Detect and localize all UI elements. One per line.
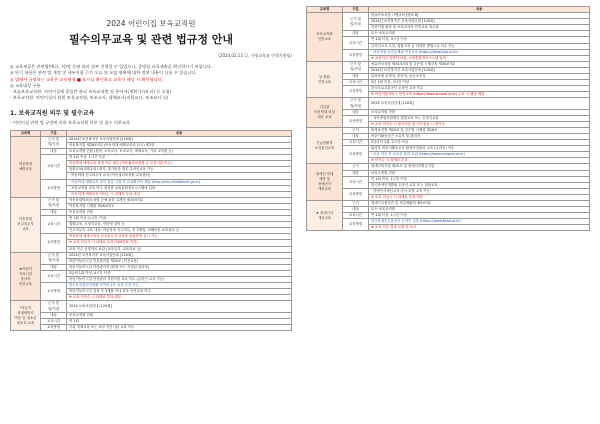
row-content: 신고의무자 교육 내용: 아동학대 신고의무, 신고방법, 피해아동 보호절차 등 — [67, 228, 292, 234]
row-content: 2024 보육사업안내 [120회] — [67, 301, 292, 312]
row-content: 2024 보육사업안내 [120회] — [369, 98, 590, 109]
row-label: 교육방법 — [343, 219, 369, 231]
intro-line: ◎ 법에서 규정하는 교육은 교육명칭 ■ 표시를 확인하고 교육이 해당 시 확인합니다. — [10, 76, 164, 82]
training-category: *영유아 성매매방지 아동 및 청소년 성보호 교육 — [11, 301, 41, 330]
right-training-table — [306, 6, 590, 231]
row-content: · 교육 이수 후 수료증 출력 보관 (https://www.eduplus.or.kr) — [369, 152, 590, 158]
row-content: 아동복지법 제26조의2 (아동학대 예방교육의 실시) 제1항 — [67, 142, 292, 148]
row-content: 2024년 보건복지부 보육사업안내 [120회] — [369, 67, 590, 73]
intro-line: ◎ 단기 내용은 관련 법 개정 및 세부지침 근간 오류 및 오탈 명확해 대한 정보 내용이 다를 수 있습니다. — [10, 70, 197, 76]
column-header: 교육명 — [307, 7, 343, 13]
row-label: 대상 — [343, 170, 369, 176]
row-content: 연 1회 이상, 1시간 이상 — [369, 176, 590, 182]
row-content: · 보육교직원 교육 이수 결과를 보육통합정보시스템에 입력 — [67, 185, 292, 191]
row-content: · 육아종합지원센터 집합교육 또는 온라인교육 — [369, 115, 590, 121]
section-heading: 1. 보육교직원 의무 및 필수교육 — [10, 109, 95, 117]
section-note: - 어린이집 관련 법 규정에 의한 보육교직원 의무 및 필수 의무교육 — [10, 119, 130, 125]
training-category: 장애인 학대 예방 및 장애인식 개선교육 — [307, 164, 343, 201]
row-label: 대상 — [343, 74, 369, 80]
row-content: 2년마다 1회, 2시간 이상 — [369, 140, 590, 146]
row-content: 어린이집 원장 및 보육교사의 안전교육 의무화 — [369, 25, 590, 31]
row-label: 대상 — [41, 149, 67, 155]
row-content: 2024년 보건복지부 보육사업안내 [120회] — [67, 136, 292, 142]
training-category: 등·하원 안전교육 — [307, 61, 343, 98]
row-content: 한국보건복지인재원 사이버교육 과정 수강 가능 — [67, 283, 292, 289]
row-label: 교육방법 — [343, 86, 369, 98]
left-training-table — [10, 130, 292, 331]
column-header: 내용 — [369, 7, 590, 13]
row-label: 교육방법 — [343, 49, 369, 61]
row-content: 집합교육(대면교육) 원칙, 불가피한 경우 온라인교육 가능 — [67, 167, 292, 173]
intro-line: - 보습보육교직원: 어린이집에 종일반 관리 보육교직원 및 용어서(계획기사표지) 등 포함) — [10, 89, 172, 95]
row-content: 2년 1회 이상, 3시간 이상 — [369, 80, 590, 86]
training-category: ★ 장애인식 개선교육 — [307, 201, 343, 231]
row-content: 연 1회 이상, 3시간 이상 — [369, 37, 590, 43]
row-label: 교육시간 — [41, 216, 67, 234]
doc-title: 필수의무교육 및 관련 법규정 안내 — [68, 33, 234, 46]
row-content: 환경보건법 제23조 및 같은법 시행령 제16조 — [369, 127, 590, 133]
row-label: 교육방법 — [41, 324, 67, 330]
row-content: 기관 자체교육 또는 외부 전문기관 교육 이수 — [67, 324, 292, 330]
row-label: 근거 및 법/지침 — [41, 136, 67, 148]
doc-meta: (2024.02.13.일, 가평교육과 인생지원팀) — [218, 53, 292, 58]
row-content: ※ 교육 미실시 시 과태료 부과 (300만원 이하) — [67, 240, 292, 246]
training-category: 아동학대 신고의무자 교육 — [11, 197, 41, 252]
row-content: 장애인복지법 제25조 및 장애인차별금지법 — [369, 164, 590, 170]
row-content: 연 1회 이상 (1시간 이상) — [67, 216, 292, 222]
row-content: 보육교직원 전원 — [369, 170, 590, 176]
row-content: 온라인교육 수강, 집합교육 등 다양한 방법으로 이수 가능 — [369, 43, 590, 49]
row-content: 모든 보육교직원 — [369, 207, 590, 213]
row-content: 영유아보육법 시행규칙 [별표 8] — [369, 13, 590, 19]
row-content: 보육교직원 전원 — [369, 109, 590, 115]
table-row — [11, 301, 292, 312]
row-content: ※ 교육 이수 결과 보관 및 보고 — [369, 225, 590, 231]
row-label: 교육방법 — [41, 179, 67, 197]
row-content: ※ 교육 미실시 시 과태료 부과 대상 — [369, 194, 590, 200]
row-content: 아동학대범죄의 처벌 등에 관한 특례법 제10조의2 — [67, 197, 292, 203]
intro-line: ◎ 교육제공은 관련법(예규, 처)정 등에 따라 원부 진행할 수 있었으나, 증빙될 교육제출을 확인하시기 바랍니다. — [10, 64, 213, 69]
row-content: 한국장애인개발원 온라인 교육 또는 집합교육 — [369, 182, 590, 188]
row-label: 근거 — [343, 164, 369, 170]
row-content: 교육 이수 증빙자료 보관 (교육일지, 교육자료 등) — [67, 246, 292, 252]
training-category: 아동학대 예방교육 — [11, 136, 41, 197]
row-content: 보육교직원 전원 (원장, 보육교사, 보조교사, 대체교사, 기타 교직원 등) — [67, 149, 292, 155]
intro-notes — [10, 64, 292, 102]
column-header: 구분 — [343, 7, 369, 13]
row-content: · 아동학대 예방교육 미이수 시 과태료 부과 대상 — [67, 191, 292, 197]
row-content: 연 1회 이상, 1시간 이상 — [369, 213, 590, 219]
row-label: 교육방법 — [343, 146, 369, 164]
row-label: 근거 — [343, 127, 369, 133]
row-label: 교육시간 — [41, 270, 67, 282]
row-label: 근거 및 법/지침 — [41, 301, 67, 312]
row-label: 교육시간 — [343, 176, 369, 188]
row-label: 교육시간 — [41, 155, 67, 179]
row-content: 연 1회 이상, 1시간 이상 — [67, 155, 292, 161]
row-label: 교육방법 — [343, 115, 369, 127]
row-label: 근거 및 법/지침 — [343, 61, 369, 73]
row-content: ※ 어린이통학버스 안전교육 (https://www.koroad.or.kr) 수료 시 필증 제출 — [369, 92, 590, 98]
training-category: 긴급한 아동학대 의심 대응 교육 — [307, 98, 343, 127]
row-content: 아동복지법 시행령 제26조의2 — [67, 203, 292, 209]
row-label: 근거 및 법/지침 — [41, 197, 67, 209]
row-label: 대상 — [343, 31, 369, 37]
intro-line: ◎ 교육대상 구분 — [10, 82, 41, 88]
row-content: 어린이놀이시설 설치 후 3개월 이내 최초 안전교육 이수 — [67, 289, 292, 295]
row-content: 환경부 어린이활동공간 환경안전관리 교육 (온라인) 이수 — [369, 146, 590, 152]
row-label: 교육시간 — [41, 318, 67, 324]
doc-subtitle: 2024 어린이집 보육교직원 — [106, 19, 196, 28]
training-category: 긴급한환경 보건관리교육 — [307, 127, 343, 164]
row-content: ※ 교육 미이수 시 과태료 부과 대상 — [67, 295, 292, 301]
row-label: 대상 — [41, 264, 67, 270]
row-label: 근거 및 법/지침 — [343, 13, 369, 31]
training-category: ★어린이 자료시설 중사자 안전교육 — [11, 252, 41, 301]
right-page — [300, 0, 600, 424]
table-row — [11, 324, 292, 330]
row-content: 한국장애인고용공단 온라인 교육 (https://www.kead.or.kr) — [369, 219, 590, 225]
row-content: 모든 보육교직원 — [369, 31, 590, 37]
column-header: 내용 — [67, 130, 292, 136]
row-content: 2024년 보건복지부 보육사업안내 [120회] — [369, 19, 590, 25]
row-content: 아동학대 예방교육 과정 이수 필수 (아동권리보장원 등 교육기관 이수) — [67, 161, 292, 167]
row-content: 어린이놀이시설 안전관리법 제20조 (안전교육) — [67, 258, 292, 264]
row-label: 대상 — [343, 133, 369, 139]
intro-line: - 보육교직원: 어린이집의 원원 보육교직원, 보조교사, 대체교사(직원교사, 보조교사 등) — [10, 95, 169, 101]
row-content: 어린이활동공간 소유자 및 관리자 — [369, 133, 590, 139]
row-label: 대상 — [41, 312, 67, 318]
row-content: 한국도로교통공단 온라인 교육 이수 — [369, 86, 590, 92]
row-content: · 장애인식개선교육 강사 초빙 교육 가능 — [369, 188, 590, 194]
row-content: 연 1회 — [67, 318, 292, 324]
row-label: 대상 — [343, 207, 369, 213]
column-header: 교육명 — [11, 130, 41, 136]
row-label: 교육방법 — [41, 234, 67, 252]
row-label: 근거 — [343, 201, 369, 207]
row-label: 교육시간 — [343, 37, 369, 49]
row-content: 영유아보육법 제33조의3 및 같은법 시행규칙 제34조의2 — [369, 61, 590, 67]
row-label: 교육시간 — [343, 80, 369, 86]
row-content: 집합교육, 시청각교육, 인터넷 강의 등 — [67, 222, 292, 228]
row-content: 어린이놀이시설 안전관리자 (원장 또는 지정된 관리자) — [67, 264, 292, 270]
row-content: 보육교직원 전원 — [67, 312, 292, 318]
row-content: · 어린이집 안전공제회 안전교육 (https://www.csia.or.kr) — [369, 49, 590, 55]
row-content: 보육교직원 전원 — [67, 210, 292, 216]
row-content: 통학차량 운영자, 운전자, 동승보호자 — [369, 74, 590, 80]
row-content: ※ 교육이수 증명서 보관, 보육통합정보시스템 입력 — [369, 55, 590, 61]
training-category: 보육교직원 안전교육 — [307, 13, 343, 62]
row-content: 아동학대 예방교육과 신고의무자 교육을 통합하여 실시 가능 — [67, 234, 292, 240]
row-content: 2024년 보건복지부 보육사업안내 [120회] — [67, 252, 292, 258]
row-content: 어린이놀이시설 안전관리 지원기관 교육 이수 (온라인 교육 가능) — [67, 277, 292, 283]
row-content: 2년에 1회 이상, 4시간 이상 — [67, 270, 292, 276]
row-content: ※ 미이수 시 과태료 부과 — [369, 158, 590, 164]
row-label: 교육방법 — [343, 188, 369, 200]
row-label: 근거 및 법/지침 — [343, 98, 369, 109]
row-label: 대상 — [343, 109, 369, 115]
row-content: · 아동학대 예방교육 강의 영상 시청 후 교육확인서 제출 (http://edu.childabuse.go.kr) — [67, 179, 292, 185]
table-row — [307, 98, 590, 109]
row-label: 교육방법 — [41, 283, 67, 301]
row-label: 교육시간 — [343, 213, 369, 219]
row-label: 근거 및 법/지침 — [41, 252, 67, 264]
column-header: 구분 — [41, 130, 67, 136]
row-content: · 아동학대 신고의무자 교육 (아동권리보장원 교육센터) — [67, 173, 292, 179]
row-content: ※ 교육 미이수 시 평가인증 및 지도점검 시 불이익 — [369, 121, 590, 127]
row-label: 대상 — [41, 210, 67, 216]
row-content: 장애인고용촉진 및 직업재활법 제5조의2 — [369, 201, 590, 207]
row-label: 교육시간 — [343, 140, 369, 146]
